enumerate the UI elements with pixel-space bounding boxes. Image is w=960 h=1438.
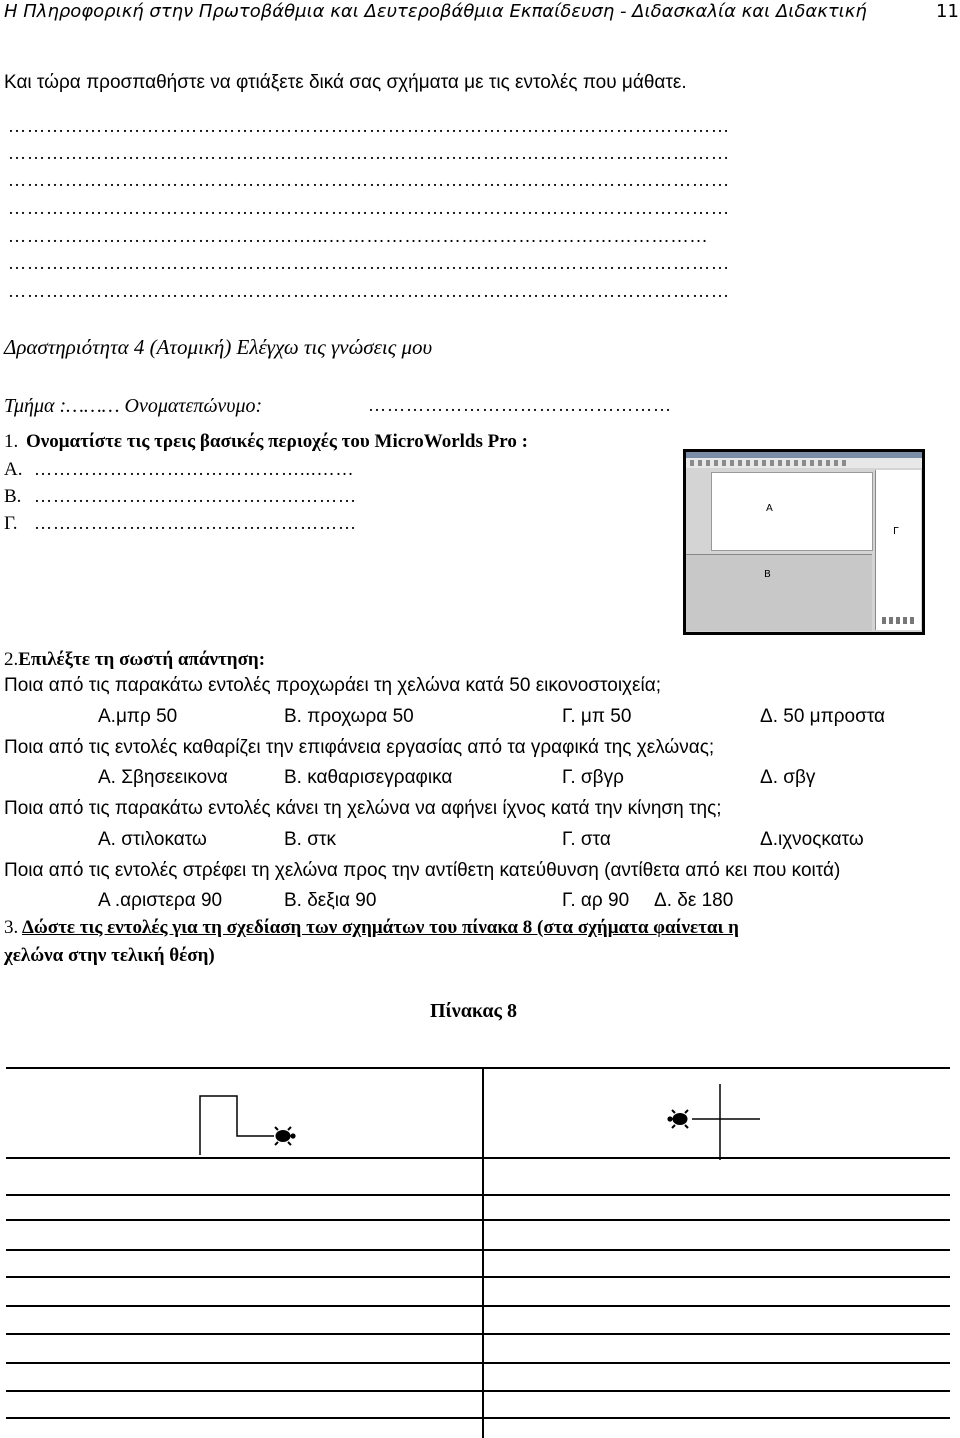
tabs-area-c: [875, 470, 921, 630]
q2-2-option-d: Δ. σβγ: [760, 767, 816, 788]
q1-answer-dots-a: ……………………………………...……: [34, 459, 355, 479]
q2-2-option-c: Γ. σβγρ: [562, 767, 624, 788]
turtle-icon: [275, 1127, 296, 1145]
q2-2-option-a: Α. Σβησεεικονα: [98, 767, 228, 788]
name-dots: …………………………………………: [368, 395, 672, 415]
activity-title: Δραστηριότητα 4 (Ατομική) Ελέγχω τις γνώσεις μου: [4, 335, 433, 359]
command-area-b: [686, 554, 872, 631]
q2-question-1: Ποια από τις παρακάτω εντολές προχωράει τη χελώνα κατά 50 εικονοστοιχεία;: [4, 675, 661, 696]
q3-number: 3.: [4, 917, 19, 938]
q2-3-option-d: Δ.ιχνοςκατω: [760, 829, 864, 850]
turtle-figure-2: [660, 1082, 770, 1162]
q2-3-option-c: Γ. στα: [562, 829, 611, 850]
q3-text-line2: χελώνα στην τελική θέση): [4, 945, 215, 966]
q1-number: 1.: [4, 431, 19, 452]
q2-1-option-a: Α.μπρ 50: [98, 706, 178, 727]
q2-4-option-b: Β. δεξια 90: [284, 890, 377, 911]
page-number: 11: [936, 1, 959, 22]
q2-3-option-a: Α. στιλοκατω: [98, 829, 207, 850]
intro-text: Και τώρα προσπαθήστε να φτιάξετε δικά σας σχήματα με τις εντολές που μάθατε.: [4, 72, 687, 93]
turtle-icon: [667, 1110, 688, 1128]
q1-answer-dots-c: ……………………………………………: [34, 513, 357, 533]
work-area-a: [711, 472, 873, 551]
answer-dot-line: ……………………………………………………………………………………………………: [8, 253, 730, 273]
answer-dot-line: ……………………………………………………………………………………………………: [8, 198, 730, 218]
page-header-title: Η Πληροφορική στην Πρωτοβάθμια και Δευτεροβάθμια Εκπαίδευση - Διδασκαλία και Διδακτική: [4, 1, 867, 22]
microworlds-screenshot: [683, 449, 925, 635]
q2-question-2: Ποια από τις εντολές καθαρίζει την επιφάνεια εργασίας από τα γραφικά της χελώνας;: [4, 737, 715, 758]
answer-dot-line: ……………………………………………………………………………………………………: [8, 170, 730, 190]
q2-1-option-c: Γ. μπ 50: [562, 706, 632, 727]
work-area-label-a: A: [766, 503, 773, 514]
q2-2-option-b: Β. καθαρισεγραφικα: [284, 767, 453, 788]
q1-text: Ονοματίστε τις τρεις βασικές περιοχές του MicroWorlds Pro :: [26, 431, 528, 452]
q1-answer-dots-b: ……………………………………………: [34, 486, 357, 506]
class-name-label: Τμήμα :……… Ονοματεπώνυμο:: [4, 395, 263, 417]
turtle-figure-1: [190, 1090, 300, 1160]
q2-4-option-d: Δ. δε 180: [654, 890, 734, 911]
q2-4-option-a: Α .αριστερα 90: [98, 890, 223, 911]
q2-1-option-d: Δ. 50 μπροστα: [760, 706, 886, 727]
answer-dot-line: ……………………………………………………………………………………………………: [8, 116, 730, 136]
table-title: Πίνακας 8: [430, 1000, 517, 1022]
q1-answer-label-b: Β.: [4, 486, 22, 507]
q2-1-option-b: Β. προχωρα 50: [284, 706, 414, 727]
q1-answer-label-c: Γ.: [4, 513, 18, 534]
q2-question-4: Ποια από τις εντολές στρέφει τη χελώνα προς την αντίθετη κατεύθυνση (αντίθετα από κει που κοιτά): [4, 860, 841, 881]
q3-text: [4, 917, 739, 939]
q1-answer-label-a: Α.: [4, 459, 23, 480]
q2-3-option-b: Β. στκ: [284, 829, 336, 850]
q2-title-text: Επιλέξτε τη σωστή απάντηση:: [18, 649, 266, 670]
app-toolbar: [686, 458, 922, 468]
q2-number: 2.: [4, 649, 19, 670]
q2-question-3: Ποια από τις παρακάτω εντολές κάνει τη χελώνα να αφήνει ίχνος κατά την κίνηση της;: [4, 798, 722, 819]
tabs-area-label-c: Γ: [893, 526, 899, 537]
q2-title: [4, 649, 265, 671]
q2-4-option-c: Γ. αρ 90: [562, 890, 630, 911]
command-area-label-b: B: [764, 569, 771, 580]
q3-text-main: Δώστε τις εντολές για τη σχεδίαση των σχημάτων του πίνακα 8 (στα σχήματα φαίνεται η: [21, 917, 739, 938]
answer-dot-line: ……………………………………………………………………………………………………: [8, 143, 730, 163]
answer-dot-line: …………………………………………...……………………………………………………: [8, 226, 709, 246]
answer-dot-line: ……………………………………………………………………………………………………: [8, 281, 730, 301]
